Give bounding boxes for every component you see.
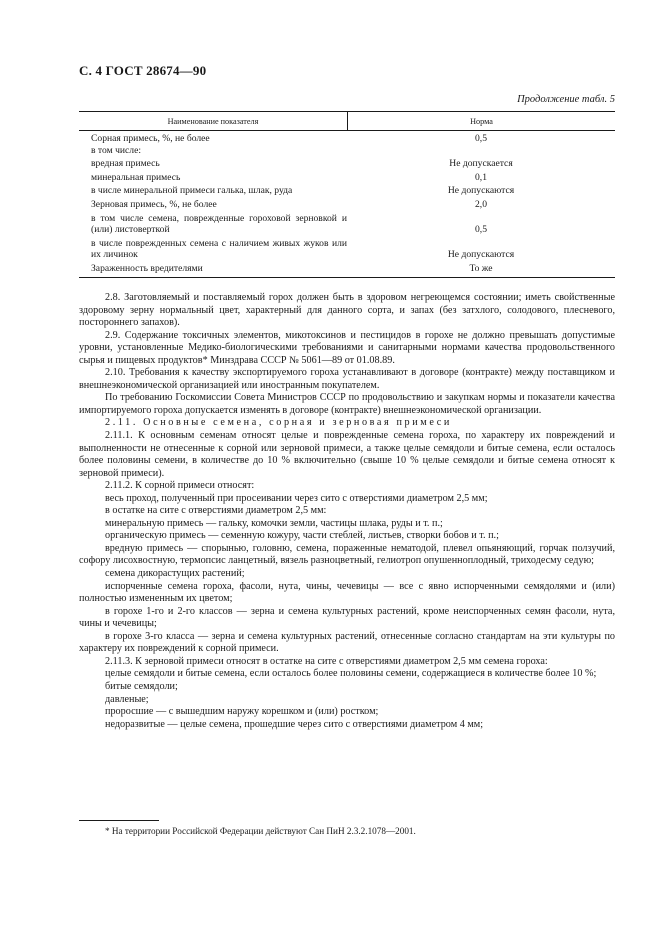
page-header: С. 4 ГОСТ 28674—90 bbox=[79, 63, 207, 78]
list-item: весь проход, полученный при просеивании через сито с отверстиями диаметром 2,5 мм; bbox=[105, 492, 488, 504]
paragraph-2-10: 2.10. Требования к качеству экспортируемого гороха устанавливают в договоре (контракте) между поставщиком и внешнеэкономической организацией или иностранным покупателем. bbox=[79, 367, 615, 391]
table-header-name-text: Наименование показателя bbox=[167, 116, 259, 126]
table-cell-norm: Не допускаются bbox=[447, 185, 515, 197]
list-item: в горохе 3-го класса — зерна и семена культурных растений, отнесенные согласно стандартам на эти культуры по характеру их повреждений к сорной примеси. bbox=[79, 630, 615, 655]
list-item: недоразвитые — целые семена, прошедшие через сито с отверстиями диаметром 4 мм; bbox=[105, 718, 484, 730]
list-item: испорченные семена гороха, фасоли, нута, чины, чечевицы — все с явно испорченными семядолями и (или) полностью измененным их цветом; bbox=[79, 580, 615, 605]
quality-table bbox=[79, 111, 615, 278]
list-item: битые семядоли; bbox=[105, 680, 178, 692]
table-header-norm: Норма bbox=[470, 116, 493, 126]
table-cell-name: в числе минеральной примеси галька, шлак, руда bbox=[91, 185, 293, 197]
paragraph-2-9: 2.9. Содержание токсичных элементов, микотоксинов и пестицидов в горохе не должно превышать допустимые уровни, установленные Медико-биологическими требованиями и санитарными нормами качества продовольственного сырья и пищевых продуктов* Минздрава СССР № 5061—89 от 01.08.89. bbox=[79, 329, 615, 366]
table-cell-name: Сорная примесь, %, не более bbox=[91, 133, 210, 144]
table-bottom-rule bbox=[79, 277, 615, 278]
paragraph-2-11-2: 2.11.2. К сорной примеси относят: bbox=[105, 480, 255, 492]
table-header-name bbox=[79, 112, 348, 130]
table-cell-name: вредная примесь bbox=[91, 158, 160, 170]
table-cell-name: в числе поврежденных семена с наличием живых жуков или их личинок bbox=[91, 237, 347, 261]
table-header-row bbox=[79, 112, 615, 130]
table-row bbox=[79, 145, 615, 157]
list-item: органическую примесь — семенную кожуру, части стеблей, листьев, створки бобов и т. п.; bbox=[105, 530, 499, 542]
section-heading-2-11: 2.11. Основные семена, сорная и зерновая примеси bbox=[105, 417, 452, 429]
table-row bbox=[79, 158, 615, 170]
table-cell-norm bbox=[347, 145, 615, 157]
table-row bbox=[79, 185, 615, 197]
table-row bbox=[79, 172, 615, 184]
table-cell-name: Зараженность вредителями bbox=[91, 262, 203, 274]
list-item: вредную примесь — спорынью, головню, семена, пораженные нематодой, плевел опьяняющий, горчак ползучий, софору лисохвостную, термопсис ланцетный, вязель разноцветный, гелиотроп опушенноплодный, триходесму седую; bbox=[79, 542, 615, 567]
table-cell-name: в том числе семена, поврежденные гороховой зерновкой и (или) листоверткой bbox=[91, 212, 347, 236]
table-cell-norm: 0,5 bbox=[475, 133, 487, 144]
table-cell-norm: 0,5 bbox=[475, 224, 487, 236]
table-cell-norm: 0,1 bbox=[475, 171, 487, 183]
table-cell-norm: 2,0 bbox=[475, 198, 487, 210]
table-cell-name: Зерновая примесь, %, не более bbox=[91, 198, 217, 210]
list-item: семена дикорастущих растений; bbox=[105, 568, 245, 580]
table-continuation-label: Продолжение табл. 5 bbox=[517, 94, 615, 105]
list-item: давленые; bbox=[105, 693, 149, 705]
table-cell-norm: Не допускается bbox=[449, 158, 513, 170]
paragraph-2-11-3: 2.11.3. К зерновой примеси относят в остатке на сите с отверстиями диаметром 2,5 мм семена гороха: bbox=[105, 655, 548, 667]
list-item: в остатке на сите с отверстиями диаметром 2,5 мм: bbox=[105, 505, 327, 517]
paragraph-2-8: 2.8. Заготовляемый и поставляемый горох должен быть в здоровом негреющемся состоянии; иметь свойственные здоровому зерну нормальный цвет, характерный для данного сорта, и запах (без затхлого, солодового, плесневого, постороннего запахов). bbox=[79, 292, 615, 329]
table-cell-name: в том числе: bbox=[91, 144, 142, 156]
footnote: * На территории Российской Федерации действуют Сан ПиН 2.3.2.1078—2001. bbox=[105, 826, 416, 836]
document-body bbox=[79, 292, 615, 731]
list-item: минеральную примесь — гальку, комочки земли, частицы шлака, руды и т. п.; bbox=[105, 517, 443, 529]
table-row bbox=[79, 263, 615, 275]
list-item: в горохе 1-го и 2-го классов — зерна и семена культурных растений, кроме неиспорченных семян фасоли, нута, чины и чечевицы; bbox=[79, 605, 615, 630]
table-row bbox=[79, 238, 615, 261]
footnote-rule bbox=[79, 820, 159, 821]
table-cell-name: минеральная примесь bbox=[91, 171, 181, 183]
table-row bbox=[79, 133, 615, 145]
paragraph-2-11-1: 2.11.1. К основным семенам относят целые и поврежденные семена гороха, по характеру их повреждений и выполненности не отнесенные к сорной или зерновой примеси, а также целые семядоли и битые семена, если осталось более половины семени, в количестве до 10 % включительно (свыше 10 % целые семядоли и битые семена относят к зерновой примеси). bbox=[79, 430, 615, 479]
table-header-rule bbox=[79, 130, 615, 131]
table-cell-norm: Не допускаются bbox=[447, 249, 515, 261]
paragraph-import-quality: По требованию Госкомиссии Совета Министров СССР по продовольствию и закупкам нормы и показатели качества импортируемого гороха допускается изменять в договоре (контракте) внешнеэкономической организации. bbox=[79, 392, 615, 416]
table-cell-norm: То же bbox=[469, 262, 493, 274]
table-row bbox=[79, 213, 615, 236]
table-row bbox=[79, 199, 615, 211]
list-item: целые семядоли и битые семена, если осталось более половины семени, содержащиеся в количестве более 10 %; bbox=[105, 668, 597, 680]
list-item: проросшие — с вышедшим наружу корешком и (или) ростком; bbox=[105, 706, 379, 718]
